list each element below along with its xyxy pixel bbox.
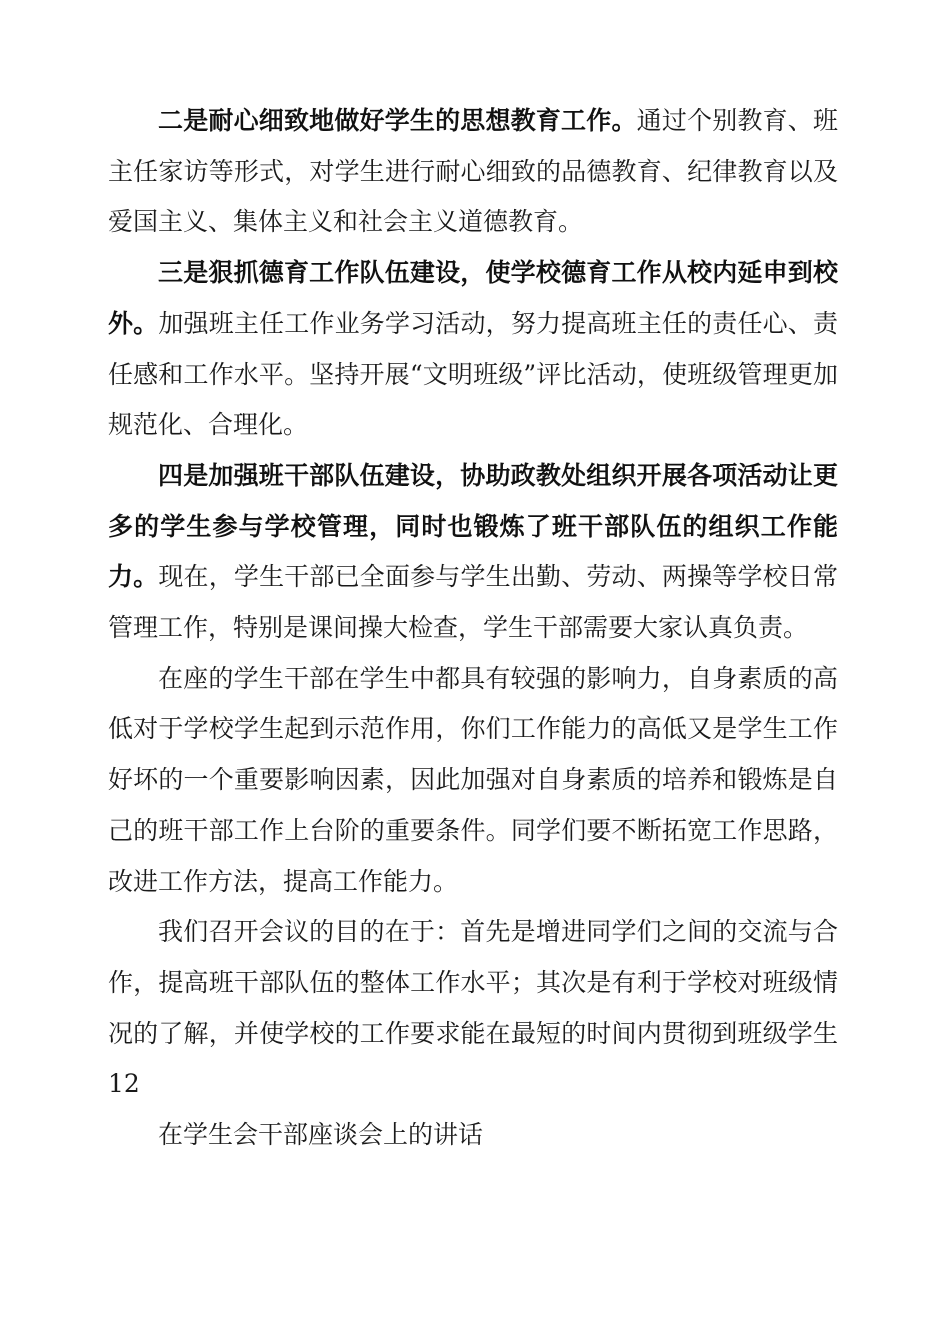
- paragraph-text: 现在，学生干部已全面参与学生出勤、劳动、两操等学校日常管理工作，特别是课间操大检查，学生干部需要大家认真负责。: [108, 562, 838, 643]
- paragraph-lead: 三是狠抓德育工作队伍建设，使学校德育工作从校内延申到校外。: [108, 258, 838, 338]
- paragraph-lead: 四是加强班干部队伍建设，协助政教处组织开展各项活动让更多的学生参与学校管理，同时也锻炼了班干部队伍的组织工作能力。: [108, 460, 838, 592]
- document-body: [108, 96, 838, 1161]
- paragraph-text: 加强班主任工作业务学习活动，努力提高班主任的责任心、责任感和工作水平。坚持开展“文明班级”评比活动，使班级管理更加规范化、合理化。: [108, 308, 838, 440]
- paragraph-text: 我们召开会议的目的在于：首先是增进同学们之间的交流与合作，提高班干部队伍的整体工作水平；其次是有利于学校对班级情况的了解，并使学校的工作要求能在最短的时间内贯彻到班级学生 12: [108, 917, 838, 1099]
- paragraph-text: 在学生会干部座谈会上的讲话: [158, 1120, 484, 1150]
- paragraph-text: 在座的学生干部在学生中都具有较强的影响力，自身素质的高低对于学校学生起到示范作用，你们工作能力的高低又是学生工作好坏的一个重要影响因素，因此加强对自身素质的培养和锻炼是自己的班干部工作上台阶的重要条件。同学们要不断拓宽工作思路，改进工作方法，提高工作能力。: [108, 663, 838, 896]
- paragraph-lead: 二是耐心细致地做好学生的思想教育工作。: [158, 106, 637, 135]
- paragraph-meeting-purpose: [108, 907, 838, 1110]
- paragraph-text: 通过个别教育、班主任家访等形式，对学生进行耐心细致的品德教育、纪律教育以及爱国主义、集体主义和社会主义道德教育。: [108, 106, 838, 237]
- paragraph-speech-title: [108, 1110, 838, 1161]
- paragraph-ideological-education: [108, 96, 838, 248]
- paragraph-class-cadre-building: [108, 451, 838, 654]
- paragraph-cadre-influence: [108, 654, 838, 908]
- paragraph-moral-team-building: [108, 248, 838, 451]
